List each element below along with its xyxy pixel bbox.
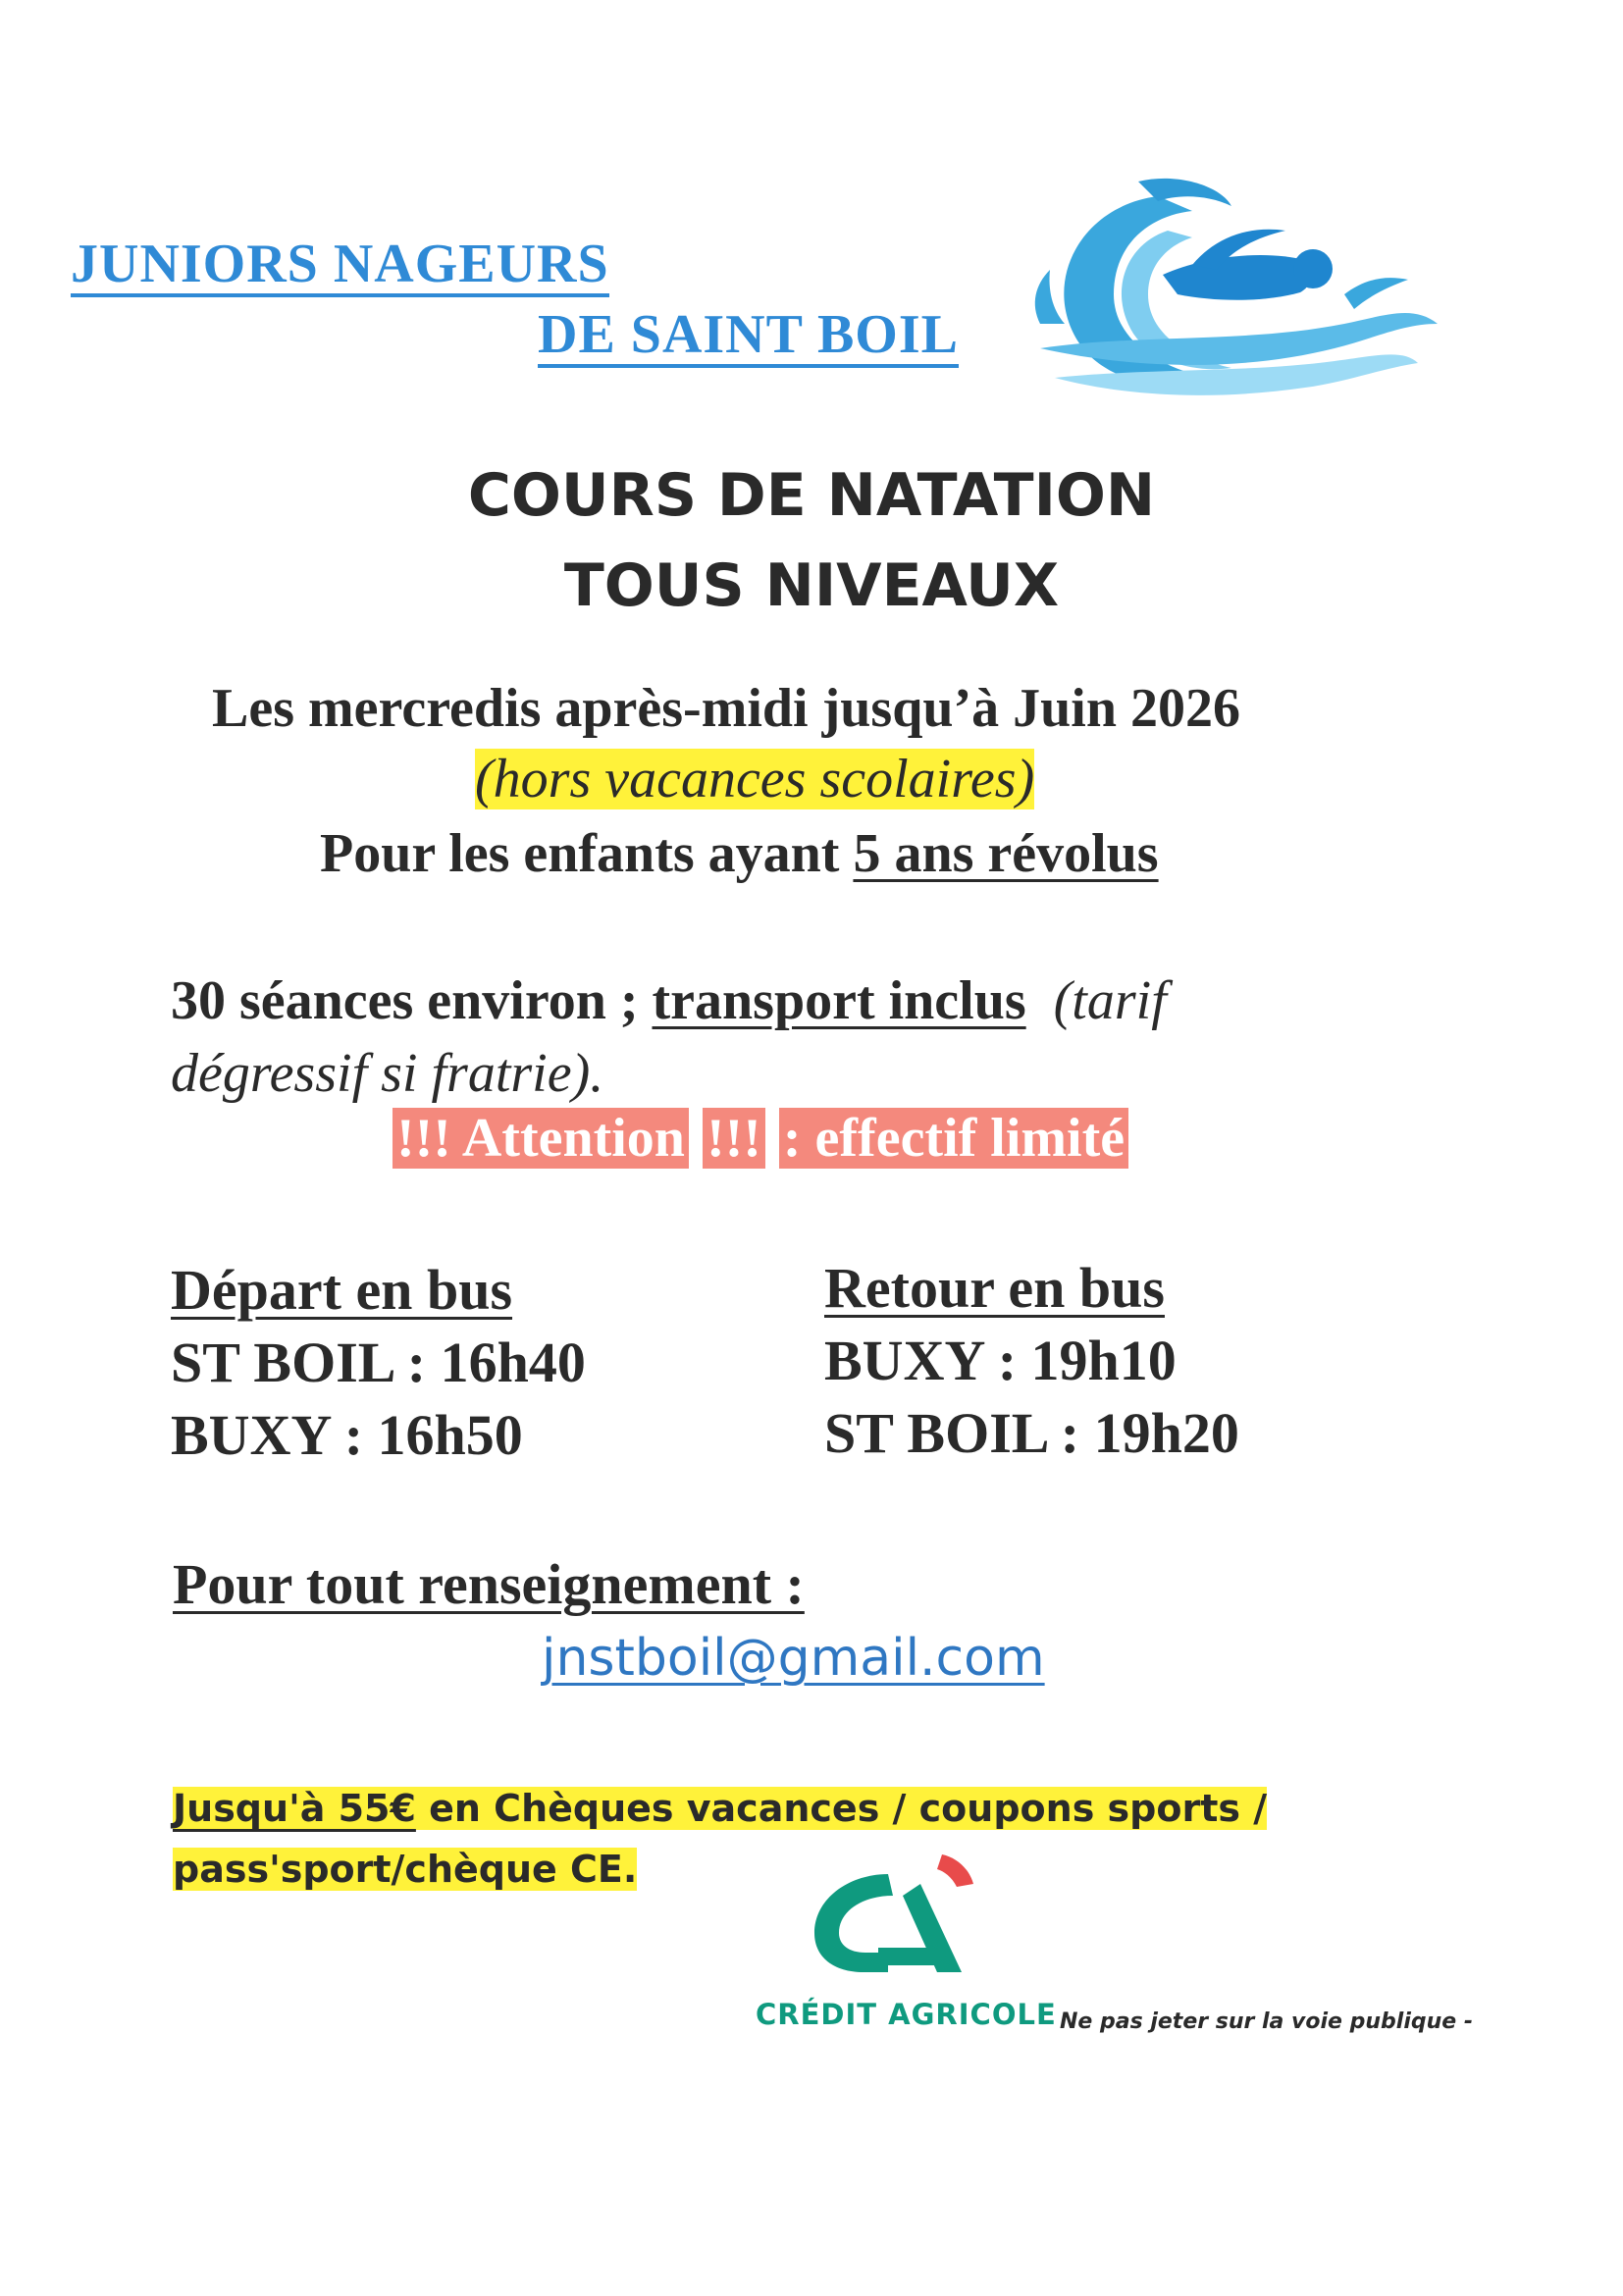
contact-heading: Pour tout renseignement : bbox=[173, 1552, 805, 1616]
departure-block bbox=[171, 1254, 586, 1472]
credit-agricole-logo-icon bbox=[795, 1850, 991, 1977]
warning-attention: !!! Attention bbox=[393, 1108, 689, 1169]
warning-limited: : effectif limité bbox=[779, 1108, 1128, 1169]
return-stop: BUXY : 19h10 bbox=[824, 1329, 1177, 1392]
return-heading: Retour en bus bbox=[824, 1256, 1165, 1320]
departure-heading: Départ en bus bbox=[171, 1258, 513, 1322]
tariff-text-1: (tarif bbox=[1053, 970, 1167, 1031]
swimmer-wave-logo bbox=[1021, 177, 1442, 412]
holiday-note bbox=[475, 748, 1034, 810]
tariff-text-2: dégressif si fratrie). bbox=[171, 1043, 604, 1104]
age-requirement bbox=[320, 822, 1159, 885]
payment-info bbox=[173, 1778, 1267, 1900]
footer-note: Ne pas jeter sur la voie publique - bbox=[1060, 2009, 1473, 2034]
warning-exclaim: !!! bbox=[703, 1108, 765, 1169]
age-requirement-highlight: 5 ans révolus bbox=[853, 823, 1159, 884]
sessions-line bbox=[171, 969, 1167, 1032]
contact-email-link[interactable]: jnstboil@gmail.com bbox=[542, 1629, 1045, 1688]
club-name-line1: JUNIORS NAGEURS bbox=[71, 235, 609, 297]
departure-stop: ST BOIL : 16h40 bbox=[171, 1331, 586, 1394]
sessions-text: 30 séances environ ; bbox=[171, 970, 653, 1031]
payment-line1-rest: en Chèques vacances / coupons sports / bbox=[415, 1787, 1268, 1830]
sponsor-name: CRÉDIT AGRICOLE bbox=[756, 1998, 1057, 2031]
swimmer-body bbox=[1163, 255, 1312, 300]
ca-a-bar bbox=[878, 1948, 950, 1965]
holiday-note-highlight: (hors vacances scolaires) bbox=[475, 749, 1035, 809]
payment-line1 bbox=[173, 1787, 1267, 1830]
age-requirement-prefix: Pour les enfants ayant bbox=[320, 823, 854, 884]
schedule-line: Les mercredis après-midi jusqu’à Juin 2026 bbox=[212, 678, 1240, 739]
return-block bbox=[824, 1252, 1239, 1470]
payment-line2: pass'sport/chèque CE. bbox=[173, 1848, 638, 1891]
transport-text: transport inclus bbox=[652, 970, 1026, 1031]
payment-prefix: Jusqu'à 55€ bbox=[173, 1787, 416, 1830]
splash-2 bbox=[1035, 270, 1065, 324]
course-title-line2: TOUS NIVEAUX bbox=[563, 551, 1060, 620]
course-title-line1: COURS DE NATATION bbox=[467, 461, 1156, 530]
ca-red-accent bbox=[937, 1854, 973, 1887]
swimmer-head bbox=[1293, 249, 1333, 288]
club-name-line2: DE SAINT BOIL bbox=[538, 306, 959, 368]
warning-line bbox=[393, 1107, 1128, 1170]
return-stop: ST BOIL : 19h20 bbox=[824, 1401, 1239, 1465]
departure-stop: BUXY : 16h50 bbox=[171, 1403, 523, 1467]
splash-1 bbox=[1344, 278, 1408, 309]
